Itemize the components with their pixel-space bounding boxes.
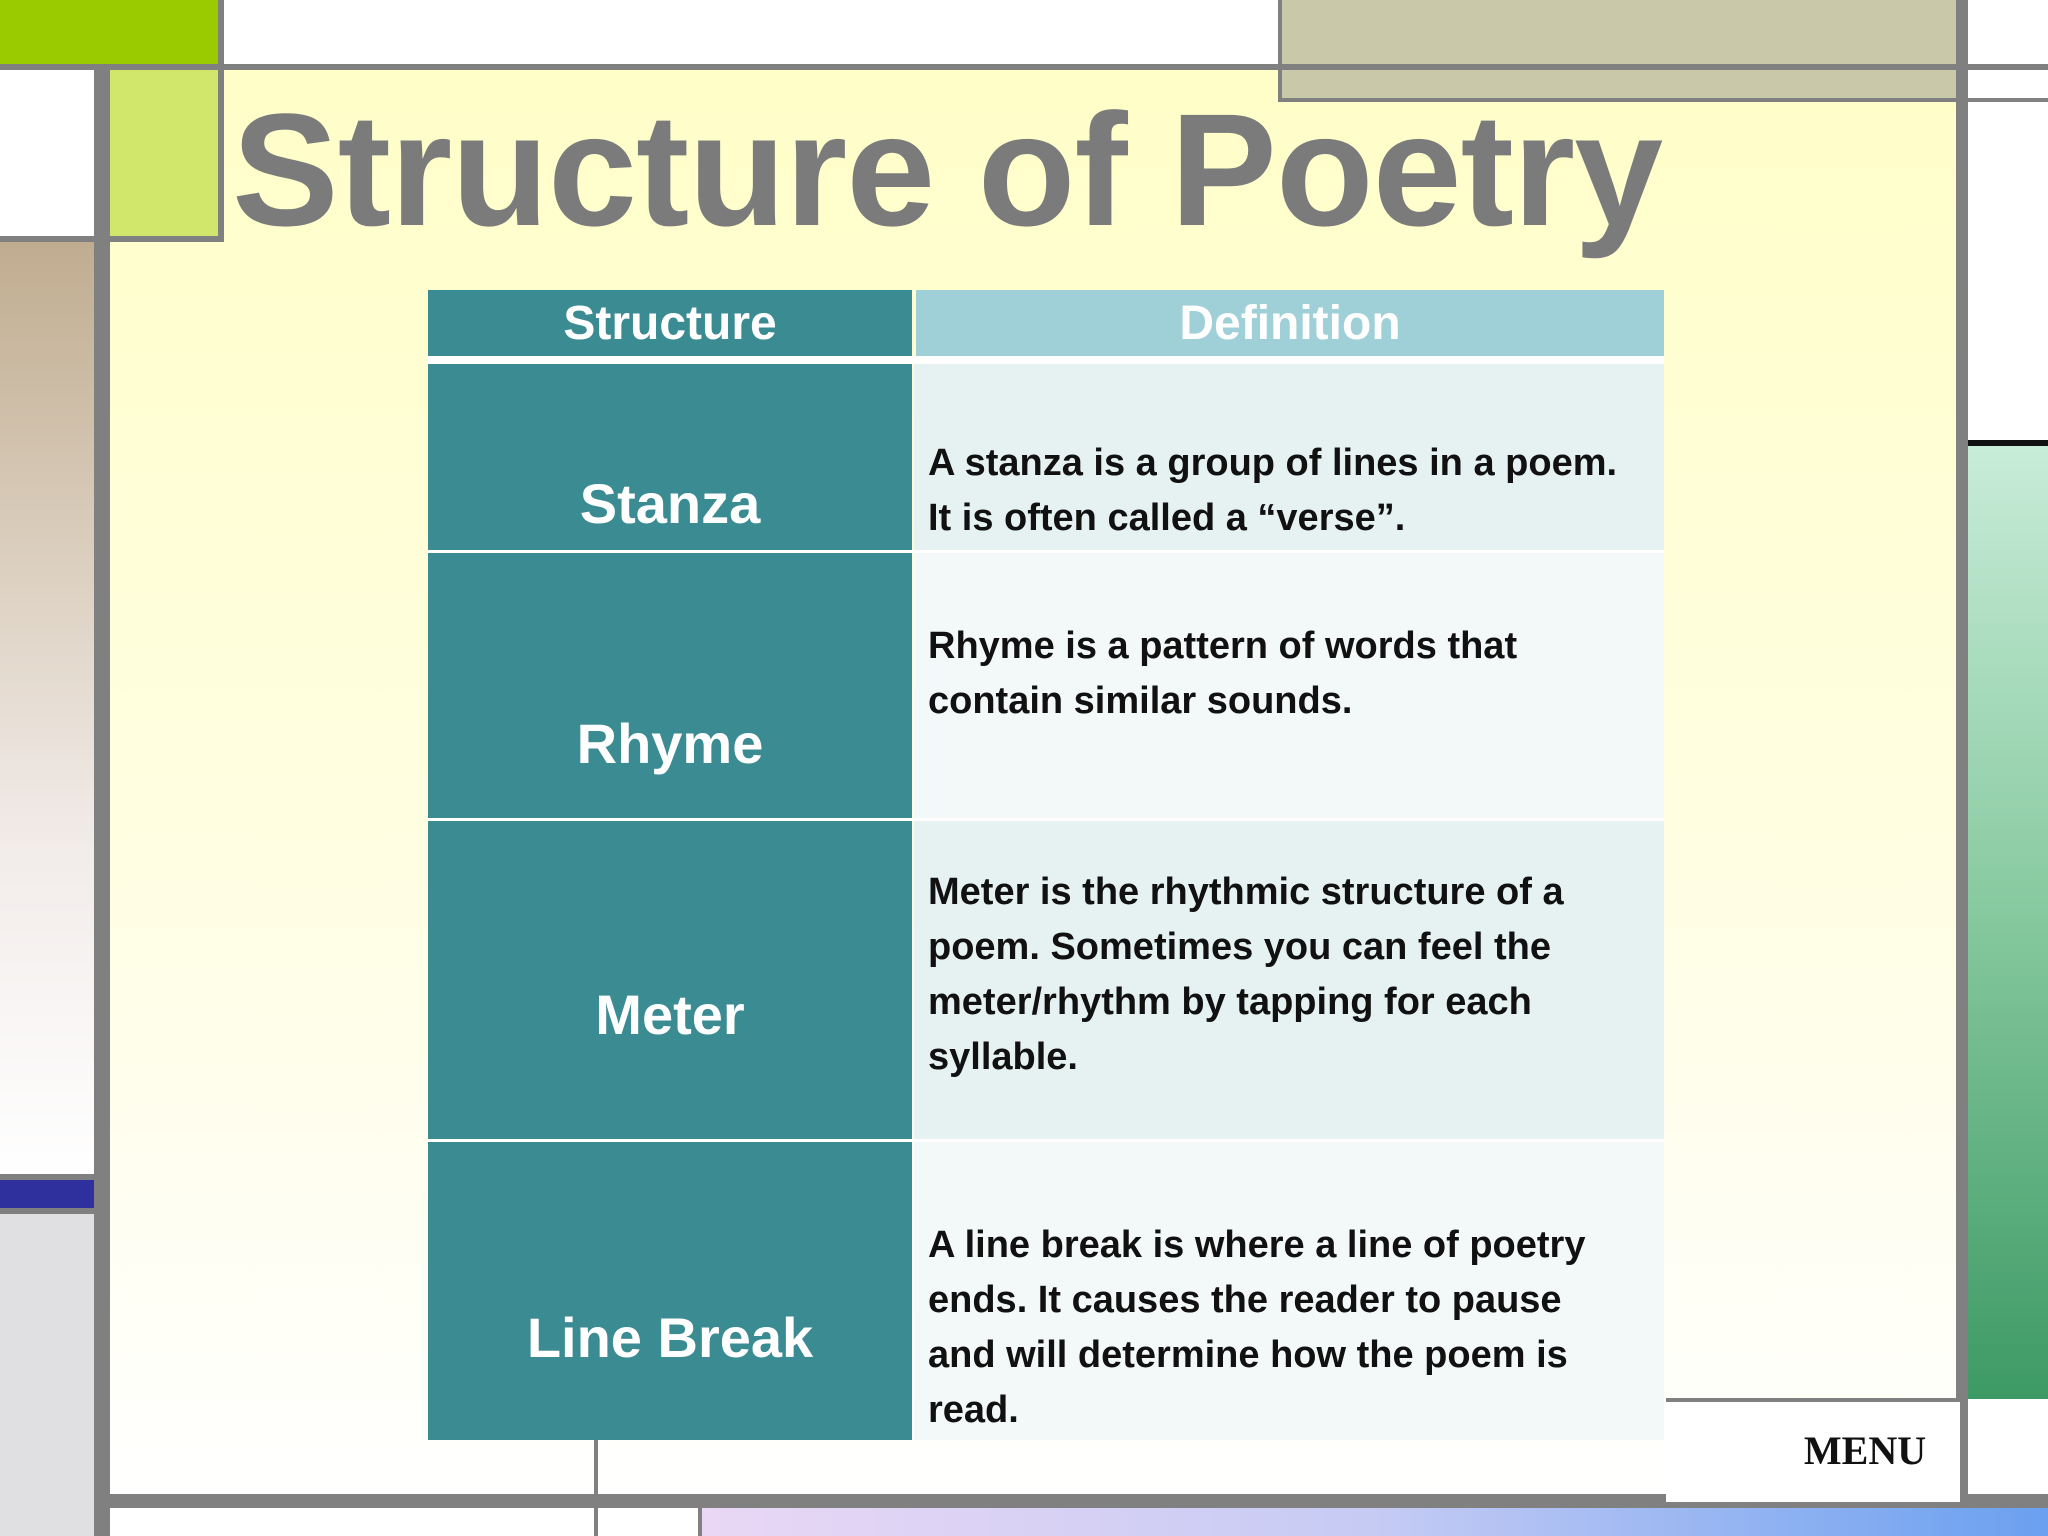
definition-line: ends. It causes the reader to pause <box>928 1279 1562 1321</box>
menu-button[interactable]: MENU <box>1803 1427 1927 1473</box>
table-row-definition <box>914 364 1664 550</box>
grid-line <box>1956 0 1968 1504</box>
definition-line: Rhyme is a pattern of words that <box>928 625 1518 667</box>
grid-line <box>0 64 2048 70</box>
term-label: Line Break <box>526 1306 814 1369</box>
definition-line: A line break is where a line of poetry <box>928 1224 1586 1266</box>
right-divider-line <box>1962 440 2048 446</box>
table-row-definition <box>914 553 1664 818</box>
grid-line <box>0 1174 94 1180</box>
table-row-definition <box>914 1142 1664 1440</box>
grid-line <box>698 1506 702 1536</box>
grid-line <box>94 66 110 1536</box>
gray-corner-block <box>0 1212 94 1536</box>
table-row-term <box>428 821 912 1139</box>
page-title: Structure of Poetry <box>232 80 1663 259</box>
definition-line: It is often called a “verse”. <box>928 497 1406 539</box>
definition-line: poem. Sometimes you can feel the <box>928 926 1551 968</box>
definition-line: A stanza is a group of lines in a poem. <box>928 442 1618 484</box>
grid-line <box>0 1208 94 1214</box>
left-gradient-strip <box>0 240 94 1180</box>
term-label: Meter <box>595 983 745 1046</box>
definition-line: meter/rhythm by tapping for each <box>928 981 1532 1023</box>
table-header-definition <box>916 290 1664 356</box>
term-label: Stanza <box>579 472 761 535</box>
lime-accent-block <box>110 70 220 238</box>
grid-line <box>0 236 224 242</box>
table-header-label: Structure <box>563 296 777 350</box>
definition-line: read. <box>928 1389 1019 1431</box>
table-header-structure <box>428 290 912 356</box>
term-label: Rhyme <box>576 712 764 775</box>
table-row-term <box>428 553 912 818</box>
bottom-gradient-strip <box>700 1508 2048 1536</box>
definition-line: and will determine how the poem is <box>928 1334 1568 1376</box>
blue-accent-strip <box>0 1180 94 1210</box>
table-header-label: Definition <box>1179 296 1401 350</box>
table-row-term <box>428 1142 912 1440</box>
table-row-term <box>428 364 912 550</box>
green-corner-block <box>0 0 220 66</box>
definition-line: Meter is the rhythmic structure of a <box>928 871 1564 913</box>
grid-line <box>594 1440 598 1536</box>
table-row-definition <box>914 821 1664 1139</box>
definition-line: syllable. <box>928 1036 1078 1078</box>
grid-line <box>218 0 224 242</box>
structure-table <box>428 290 1664 1440</box>
definition-line: contain similar sounds. <box>928 680 1353 722</box>
header-separator <box>428 356 1664 364</box>
right-green-strip <box>1968 444 2048 1399</box>
